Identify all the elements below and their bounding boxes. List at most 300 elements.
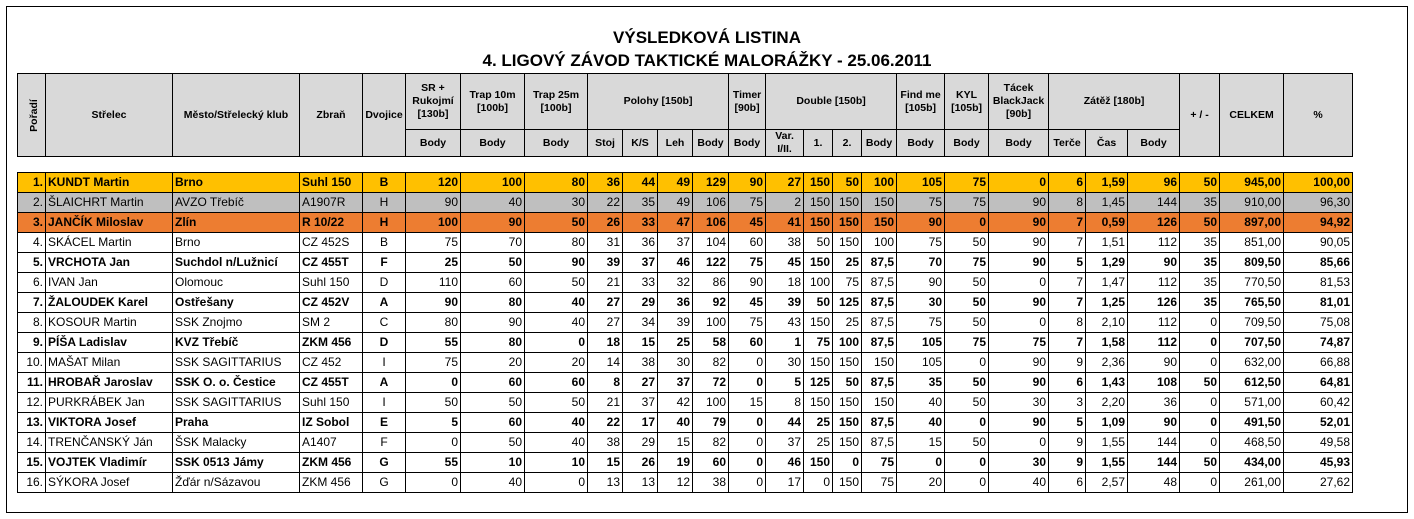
cell-trap25: 50 [525, 393, 588, 413]
cell-plusminus: 35 [1180, 193, 1220, 213]
cell-celkem: 945,00 [1220, 173, 1284, 193]
cell-poradi: 1. [18, 173, 46, 193]
cell-double-body: 87,5 [862, 313, 897, 333]
cell-dvojice: A [363, 293, 406, 313]
table-row [18, 413, 1353, 433]
cell-d2: 150 [833, 413, 862, 433]
cell-terce: 8 [1049, 313, 1086, 333]
cell-sr: 55 [406, 453, 461, 473]
cell-leh: 49 [658, 193, 693, 213]
sub-body: Body [897, 130, 945, 157]
cell-var: 43 [766, 313, 804, 333]
cell-kyl: 0 [945, 353, 989, 373]
cell-leh: 30 [658, 353, 693, 373]
cell-polohy-body: 79 [693, 413, 729, 433]
cell-d2: 150 [833, 473, 862, 493]
cell-trap25: 40 [525, 413, 588, 433]
cell-strelec: SÝKORA Josef [46, 473, 173, 493]
cell-sr: 0 [406, 373, 461, 393]
cell-strelec: HROBAŘ Jaroslav [46, 373, 173, 393]
cell-var: 2 [766, 193, 804, 213]
cell-zatez-body: 96 [1128, 173, 1180, 193]
cell-mesto: Brno [173, 173, 300, 193]
cell-pct: 60,42 [1284, 393, 1353, 413]
cell-kyl: 50 [945, 313, 989, 333]
cell-dvojice: B [363, 173, 406, 193]
cell-d2: 75 [833, 273, 862, 293]
cell-pct: 52,01 [1284, 413, 1353, 433]
cell-mesto: SSK O. o. Čestice [173, 373, 300, 393]
cell-findme: 105 [897, 173, 945, 193]
cell-kyl: 50 [945, 293, 989, 313]
cell-plusminus: 35 [1180, 293, 1220, 313]
cell-timer: 0 [729, 373, 766, 393]
cell-plusminus: 35 [1180, 273, 1220, 293]
table-row [18, 453, 1353, 473]
cell-kyl: 0 [945, 213, 989, 233]
cell-dvojice: G [363, 453, 406, 473]
cell-cas: 1,51 [1086, 233, 1128, 253]
sub-body: Body [862, 130, 897, 157]
cell-terce: 8 [1049, 193, 1086, 213]
cell-cas: 0,59 [1086, 213, 1128, 233]
col-tacek: Tácek BlackJack [90b] [989, 74, 1049, 130]
cell-zatez-body: 112 [1128, 333, 1180, 353]
cell-sr: 80 [406, 313, 461, 333]
cell-celkem: 571,00 [1220, 393, 1284, 413]
cell-kyl: 0 [945, 473, 989, 493]
cell-zbran: R 10/22 [300, 213, 363, 233]
cell-trap25: 0 [525, 473, 588, 493]
cell-stoj: 21 [588, 393, 623, 413]
cell-pct: 96,30 [1284, 193, 1353, 213]
cell-ks: 13 [623, 473, 658, 493]
col-zbran: Zbraň [300, 74, 363, 157]
cell-mesto: ŠSK Malacky [173, 433, 300, 453]
sub-ks: K/S [623, 130, 658, 157]
cell-strelec: IVAN Jan [46, 273, 173, 293]
cell-kyl: 50 [945, 233, 989, 253]
cell-d1: 125 [804, 373, 833, 393]
col-strelec: Střelec [46, 74, 173, 157]
cell-pct: 66,88 [1284, 353, 1353, 373]
cell-double-body: 150 [862, 353, 897, 373]
cell-polohy-body: 100 [693, 313, 729, 333]
cell-plusminus: 35 [1180, 233, 1220, 253]
cell-timer: 0 [729, 353, 766, 373]
cell-trap25: 50 [525, 213, 588, 233]
cell-poradi: 5. [18, 253, 46, 273]
cell-tacek: 90 [989, 253, 1049, 273]
cell-sr: 55 [406, 333, 461, 353]
cell-zatez-body: 126 [1128, 293, 1180, 313]
cell-terce: 3 [1049, 393, 1086, 413]
cell-polohy-body: 82 [693, 353, 729, 373]
cell-terce: 7 [1049, 233, 1086, 253]
sub-leh: Leh [658, 130, 693, 157]
col-polohy: Polohy [150b] [588, 74, 729, 130]
cell-leh: 37 [658, 233, 693, 253]
cell-findme: 70 [897, 253, 945, 273]
cell-leh: 39 [658, 313, 693, 333]
cell-trap25: 20 [525, 353, 588, 373]
cell-mesto: Brno [173, 233, 300, 253]
cell-strelec: VRCHOTA Jan [46, 253, 173, 273]
cell-double-body: 150 [862, 213, 897, 233]
cell-plusminus: 50 [1180, 173, 1220, 193]
cell-celkem: 632,00 [1220, 353, 1284, 373]
col-poradi: Pořadí [18, 74, 46, 157]
cell-strelec: SKÁCEL Martin [46, 233, 173, 253]
cell-ks: 29 [623, 433, 658, 453]
cell-d2: 25 [833, 313, 862, 333]
cell-zatez-body: 112 [1128, 313, 1180, 333]
cell-sr: 110 [406, 273, 461, 293]
cell-findme: 20 [897, 473, 945, 493]
cell-zbran: CZ 452S [300, 233, 363, 253]
cell-pct: 81,53 [1284, 273, 1353, 293]
cell-d1: 50 [804, 293, 833, 313]
col-dvojice: Dvojice [363, 74, 406, 157]
page-subtitle: 4. LIGOVÝ ZÁVOD TAKTICKÉ MALORÁŽKY - 25.06.2011 [482, 51, 932, 70]
cell-cas: 2,57 [1086, 473, 1128, 493]
cell-timer: 75 [729, 313, 766, 333]
cell-trap25: 80 [525, 173, 588, 193]
cell-leh: 37 [658, 373, 693, 393]
cell-timer: 75 [729, 253, 766, 273]
col-trap10: Trap 10m [100b] [461, 74, 525, 130]
cell-trap10: 100 [461, 173, 525, 193]
cell-leh: 25 [658, 333, 693, 353]
table-row [18, 433, 1353, 453]
cell-poradi: 9. [18, 333, 46, 353]
cell-timer: 45 [729, 293, 766, 313]
cell-leh: 36 [658, 293, 693, 313]
cell-plusminus: 0 [1180, 333, 1220, 353]
cell-plusminus: 50 [1180, 213, 1220, 233]
cell-terce: 7 [1049, 273, 1086, 293]
cell-var: 38 [766, 233, 804, 253]
sub-body: Body [989, 130, 1049, 157]
cell-trap25: 50 [525, 273, 588, 293]
cell-strelec: MAŠAT Milan [46, 353, 173, 373]
cell-d2: 25 [833, 253, 862, 273]
sub-stoj: Stoj [588, 130, 623, 157]
cell-stoj: 21 [588, 273, 623, 293]
cell-d2: 50 [833, 373, 862, 393]
cell-kyl: 75 [945, 193, 989, 213]
sub-cas: Čas [1086, 130, 1128, 157]
cell-d2: 150 [833, 193, 862, 213]
table-row [18, 353, 1353, 373]
table-row [18, 253, 1353, 273]
cell-celkem: 910,00 [1220, 193, 1284, 213]
cell-d2: 125 [833, 293, 862, 313]
cell-sr: 50 [406, 393, 461, 413]
cell-d1: 150 [804, 173, 833, 193]
table-row [18, 333, 1353, 353]
cell-tacek: 90 [989, 233, 1049, 253]
cell-zbran: A1907R [300, 193, 363, 213]
table-row [18, 373, 1353, 393]
cell-pct: 100,00 [1284, 173, 1353, 193]
cell-stoj: 22 [588, 413, 623, 433]
cell-tacek: 90 [989, 413, 1049, 433]
cell-celkem: 709,50 [1220, 313, 1284, 333]
cell-d1: 100 [804, 273, 833, 293]
cell-celkem: 707,50 [1220, 333, 1284, 353]
cell-mesto: Praha [173, 413, 300, 433]
cell-stoj: 27 [588, 293, 623, 313]
cell-celkem: 434,00 [1220, 453, 1284, 473]
cell-dvojice: B [363, 233, 406, 253]
cell-poradi: 11. [18, 373, 46, 393]
cell-cas: 1,09 [1086, 413, 1128, 433]
cell-sr: 25 [406, 253, 461, 273]
cell-poradi: 6. [18, 273, 46, 293]
cell-tacek: 40 [989, 473, 1049, 493]
cell-celkem: 261,00 [1220, 473, 1284, 493]
cell-ks: 29 [623, 293, 658, 313]
cell-pct: 81,01 [1284, 293, 1353, 313]
cell-pct: 74,87 [1284, 333, 1353, 353]
cell-celkem: 897,00 [1220, 213, 1284, 233]
cell-findme: 75 [897, 313, 945, 333]
cell-trap10: 80 [461, 293, 525, 313]
cell-stoj: 14 [588, 353, 623, 373]
cell-trap25: 40 [525, 433, 588, 453]
cell-pct: 27,62 [1284, 473, 1353, 493]
cell-timer: 0 [729, 413, 766, 433]
cell-trap25: 10 [525, 453, 588, 473]
col-findme: Find me [105b] [897, 74, 945, 130]
cell-kyl: 50 [945, 373, 989, 393]
cell-polohy-body: 104 [693, 233, 729, 253]
cell-d1: 75 [804, 333, 833, 353]
cell-sr: 90 [406, 293, 461, 313]
cell-trap10: 60 [461, 413, 525, 433]
cell-kyl: 75 [945, 173, 989, 193]
cell-d2: 100 [833, 333, 862, 353]
cell-findme: 75 [897, 233, 945, 253]
cell-terce: 9 [1049, 453, 1086, 473]
cell-zbran: CZ 455T [300, 253, 363, 273]
cell-double-body: 150 [862, 393, 897, 413]
cell-plusminus: 0 [1180, 413, 1220, 433]
cell-pct: 49,58 [1284, 433, 1353, 453]
col-celkem: CELKEM [1220, 74, 1284, 157]
table-row [18, 213, 1353, 233]
cell-var: 44 [766, 413, 804, 433]
cell-ks: 37 [623, 253, 658, 273]
col-zatez: Zátěž [180b] [1049, 74, 1180, 130]
cell-leh: 47 [658, 213, 693, 233]
cell-var: 8 [766, 393, 804, 413]
cell-zbran: Suhl 150 [300, 173, 363, 193]
cell-timer: 60 [729, 333, 766, 353]
cell-findme: 40 [897, 393, 945, 413]
cell-zbran: ZKM 456 [300, 453, 363, 473]
cell-stoj: 15 [588, 453, 623, 473]
table-row [18, 313, 1353, 333]
cell-mesto: SSK SAGITTARIUS [173, 353, 300, 373]
sub-body: Body [1128, 130, 1180, 157]
cell-polohy-body: 106 [693, 213, 729, 233]
cell-var: 39 [766, 293, 804, 313]
cell-strelec: PÍŠA Ladislav [46, 333, 173, 353]
cell-polohy-body: 58 [693, 333, 729, 353]
cell-terce: 5 [1049, 253, 1086, 273]
col-plusminus: + / - [1180, 74, 1220, 157]
cell-zbran: Suhl 150 [300, 393, 363, 413]
cell-dvojice: F [363, 253, 406, 273]
cell-mesto: Olomouc [173, 273, 300, 293]
cell-kyl: 50 [945, 433, 989, 453]
cell-dvojice: D [363, 333, 406, 353]
cell-trap25: 40 [525, 313, 588, 333]
cell-terce: 7 [1049, 333, 1086, 353]
table-row [18, 173, 1353, 193]
cell-ks: 27 [623, 373, 658, 393]
cell-zatez-body: 108 [1128, 373, 1180, 393]
cell-trap10: 90 [461, 213, 525, 233]
cell-strelec: JANČÍK Miloslav [46, 213, 173, 233]
cell-polohy-body: 86 [693, 273, 729, 293]
cell-kyl: 0 [945, 413, 989, 433]
cell-terce: 5 [1049, 413, 1086, 433]
cell-double-body: 87,5 [862, 333, 897, 353]
sub-body: Body [525, 130, 588, 157]
cell-zbran: SM 2 [300, 313, 363, 333]
col-pct: % [1284, 74, 1353, 157]
cell-zbran: IZ Sobol [300, 413, 363, 433]
cell-findme: 90 [897, 273, 945, 293]
results-header [17, 73, 1353, 157]
cell-double-body: 100 [862, 233, 897, 253]
cell-stoj: 39 [588, 253, 623, 273]
cell-terce: 7 [1049, 293, 1086, 313]
cell-dvojice: G [363, 473, 406, 493]
cell-d2: 150 [833, 213, 862, 233]
cell-celkem: 491,50 [1220, 413, 1284, 433]
col-trap25: Trap 25m [100b] [525, 74, 588, 130]
cell-double-body: 100 [862, 173, 897, 193]
cell-var: 18 [766, 273, 804, 293]
cell-trap10: 60 [461, 273, 525, 293]
cell-trap25: 80 [525, 233, 588, 253]
results-table [17, 172, 1353, 493]
table-row [18, 473, 1353, 493]
cell-trap10: 70 [461, 233, 525, 253]
cell-zatez-body: 112 [1128, 233, 1180, 253]
cell-trap10: 40 [461, 193, 525, 213]
cell-zatez-body: 90 [1128, 413, 1180, 433]
cell-cas: 1,55 [1086, 433, 1128, 453]
sub-d2: 2. [833, 130, 862, 157]
cell-trap25: 60 [525, 373, 588, 393]
cell-mesto: AVZO Třebíč [173, 193, 300, 213]
cell-sr: 90 [406, 193, 461, 213]
cell-poradi: 16. [18, 473, 46, 493]
cell-trap10: 60 [461, 373, 525, 393]
cell-poradi: 2. [18, 193, 46, 213]
cell-var: 46 [766, 453, 804, 473]
cell-cas: 1,29 [1086, 253, 1128, 273]
cell-var: 45 [766, 253, 804, 273]
cell-d1: 150 [804, 353, 833, 373]
cell-sr: 100 [406, 213, 461, 233]
cell-leh: 40 [658, 413, 693, 433]
cell-timer: 0 [729, 433, 766, 453]
cell-timer: 90 [729, 273, 766, 293]
cell-cas: 1,43 [1086, 373, 1128, 393]
cell-cas: 1,58 [1086, 333, 1128, 353]
cell-zbran: A1407 [300, 433, 363, 453]
cell-d1: 150 [804, 193, 833, 213]
cell-trap10: 10 [461, 453, 525, 473]
cell-leh: 32 [658, 273, 693, 293]
cell-findme: 90 [897, 213, 945, 233]
cell-stoj: 31 [588, 233, 623, 253]
cell-plusminus: 0 [1180, 313, 1220, 333]
cell-cas: 1,25 [1086, 293, 1128, 313]
cell-stoj: 13 [588, 473, 623, 493]
cell-polohy-body: 60 [693, 453, 729, 473]
cell-ks: 33 [623, 213, 658, 233]
cell-ks: 36 [623, 233, 658, 253]
cell-kyl: 50 [945, 393, 989, 413]
cell-stoj: 8 [588, 373, 623, 393]
cell-celkem: 612,50 [1220, 373, 1284, 393]
cell-dvojice: I [363, 393, 406, 413]
cell-terce: 7 [1049, 213, 1086, 233]
sub-terce: Terče [1049, 130, 1086, 157]
table-row [18, 273, 1353, 293]
cell-kyl: 75 [945, 333, 989, 353]
cell-ks: 17 [623, 413, 658, 433]
cell-stoj: 27 [588, 313, 623, 333]
cell-cas: 2,20 [1086, 393, 1128, 413]
cell-stoj: 26 [588, 213, 623, 233]
cell-trap25: 0 [525, 333, 588, 353]
cell-strelec: VIKTORA Josef [46, 413, 173, 433]
table-row [18, 193, 1353, 213]
cell-zatez-body: 144 [1128, 193, 1180, 213]
cell-pct: 75,08 [1284, 313, 1353, 333]
cell-d2: 150 [833, 353, 862, 373]
cell-polohy-body: 100 [693, 393, 729, 413]
cell-double-body: 150 [862, 193, 897, 213]
cell-terce: 6 [1049, 173, 1086, 193]
cell-ks: 33 [623, 273, 658, 293]
cell-stoj: 18 [588, 333, 623, 353]
cell-strelec: ŽALOUDEK Karel [46, 293, 173, 313]
cell-double-body: 87,5 [862, 413, 897, 433]
sub-body: Body [693, 130, 729, 157]
cell-timer: 45 [729, 213, 766, 233]
cell-sr: 75 [406, 233, 461, 253]
cell-pct: 94,92 [1284, 213, 1353, 233]
cell-polohy-body: 129 [693, 173, 729, 193]
cell-poradi: 3. [18, 213, 46, 233]
cell-var: 17 [766, 473, 804, 493]
cell-ks: 35 [623, 193, 658, 213]
cell-strelec: KOSOUR Martin [46, 313, 173, 333]
cell-findme: 40 [897, 413, 945, 433]
cell-mesto: KVZ Třebíč [173, 333, 300, 353]
cell-double-body: 87,5 [862, 373, 897, 393]
cell-tacek: 0 [989, 273, 1049, 293]
